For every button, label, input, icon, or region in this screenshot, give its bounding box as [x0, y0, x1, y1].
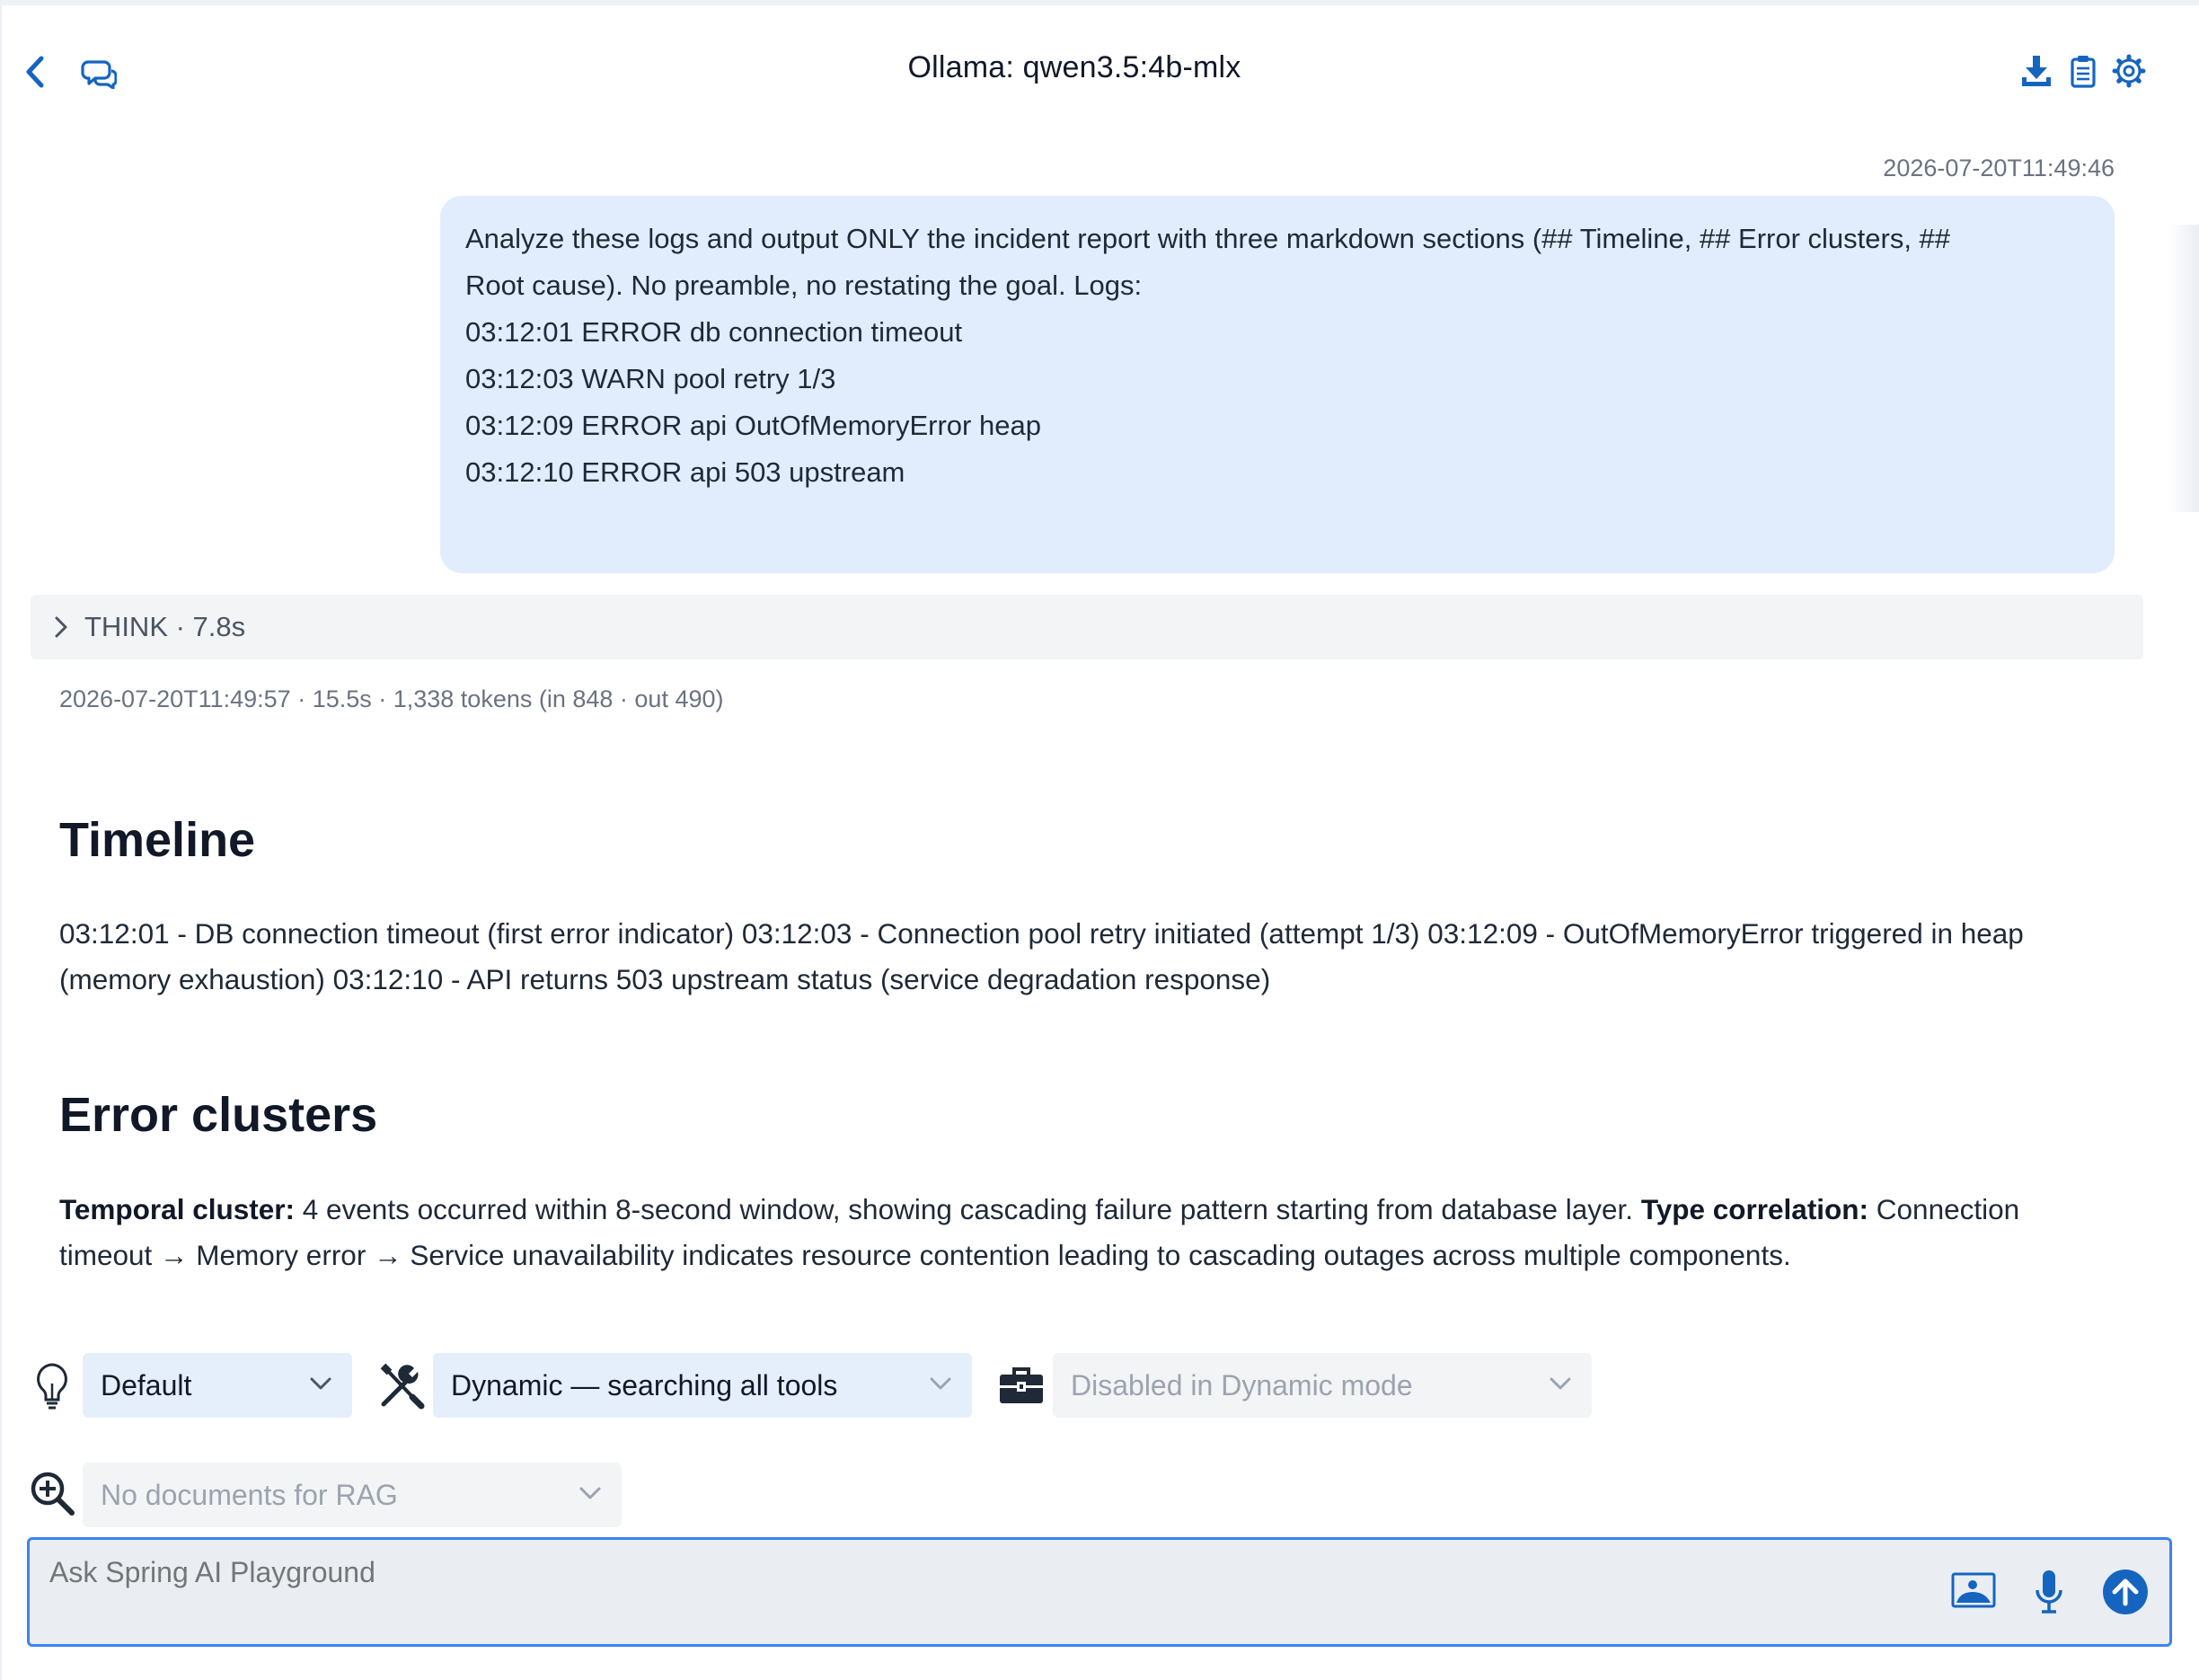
message-timestamp: 2026-07-20T11:49:46: [1883, 155, 2115, 181]
user-message-line: Root cause). No preamble, no restating the goal. Logs:: [465, 270, 1143, 301]
user-message-line: Analyze these logs and output ONLY the incident report with three markdown sections (## Timeline, ## Error clusters, ##: [465, 223, 1951, 254]
user-message-bubble: [440, 196, 2115, 573]
rag-select-value: No documents for RAG: [101, 1478, 398, 1511]
chevron-down-icon: [578, 1486, 602, 1505]
user-message-line: 03:12:09 ERROR api OutOfMemoryError heap: [465, 410, 1041, 441]
toolset-select: [1053, 1353, 1592, 1418]
gear-icon[interactable]: [2111, 52, 2147, 90]
toolbox-icon: [997, 1364, 1046, 1407]
rag-documents-select: [83, 1463, 622, 1527]
chevron-down-icon: [1549, 1376, 1572, 1395]
timeline-text: 03:12:01 - DB connection timeout (first error indicator) 03:12:03 - Connection pool retry initiated (attempt 1/3) 03:12:09 - OutOfMemoryError triggered in heap (memory exhaustion) 03:12:10 - API returns 503 upstream status (service degradation response): [59, 917, 2024, 995]
zoom-in-search-icon: [27, 1468, 77, 1518]
chevron-down-icon: [309, 1376, 332, 1395]
lightbulb-icon: [31, 1362, 74, 1412]
clipboard-icon[interactable]: [2068, 52, 2098, 90]
top-strip: [0, 0, 2199, 5]
think-label: THINK · 7.8s: [84, 611, 246, 642]
type-correlation-text: Connection timeout → Memory error → Service unavailability indicates resource contention leading to cascading outages across multiple components.: [59, 1193, 2020, 1271]
chat-input-box[interactable]: [27, 1537, 2172, 1647]
tools-select-value: Dynamic — searching all tools: [451, 1368, 838, 1401]
response-meta: 2026-07-20T11:49:57 · 15.5s · 1,338 tokens (in 848 · out 490): [59, 685, 724, 712]
tools-select[interactable]: [433, 1353, 972, 1418]
temporal-cluster-text: 4 events occurred within 8-second window, showing cascading failure pattern starting from database layer.: [294, 1193, 1641, 1225]
temporal-cluster-label: Temporal cluster:: [59, 1193, 295, 1225]
download-icon[interactable]: [2019, 52, 2053, 90]
send-arrow-icon[interactable]: [2101, 1568, 2150, 1616]
prompt-select-value: Default: [101, 1368, 192, 1401]
chat-input[interactable]: [49, 1556, 1576, 1589]
page-title: Ollama: qwen3.5:4b-mlx: [907, 50, 1241, 84]
tools-icon: [377, 1362, 426, 1410]
drawer-edge-shadow: [2168, 225, 2199, 512]
microphone-icon[interactable]: [2031, 1569, 2067, 1615]
prompt-select[interactable]: [83, 1353, 352, 1418]
user-message-line: 03:12:01 ERROR db connection timeout: [465, 316, 963, 348]
think-toggle[interactable]: [31, 595, 2143, 659]
type-correlation-label: Type correlation:: [1640, 1193, 1869, 1225]
toolset-select-value: Disabled in Dynamic mode: [1071, 1368, 1413, 1401]
user-message-line: 03:12:10 ERROR api 503 upstream: [465, 456, 905, 488]
left-border: [0, 0, 2, 1680]
user-message-line: 03:12:03 WARN pool retry 1/3: [465, 363, 836, 394]
error-clusters-text: [59, 1187, 2116, 1278]
error-clusters-heading: Error clusters: [59, 1088, 378, 1142]
image-upload-icon[interactable]: [1950, 1569, 1997, 1612]
chevron-right-icon: [54, 615, 68, 639]
timeline-heading: Timeline: [59, 813, 256, 867]
chevron-down-icon: [929, 1376, 952, 1395]
